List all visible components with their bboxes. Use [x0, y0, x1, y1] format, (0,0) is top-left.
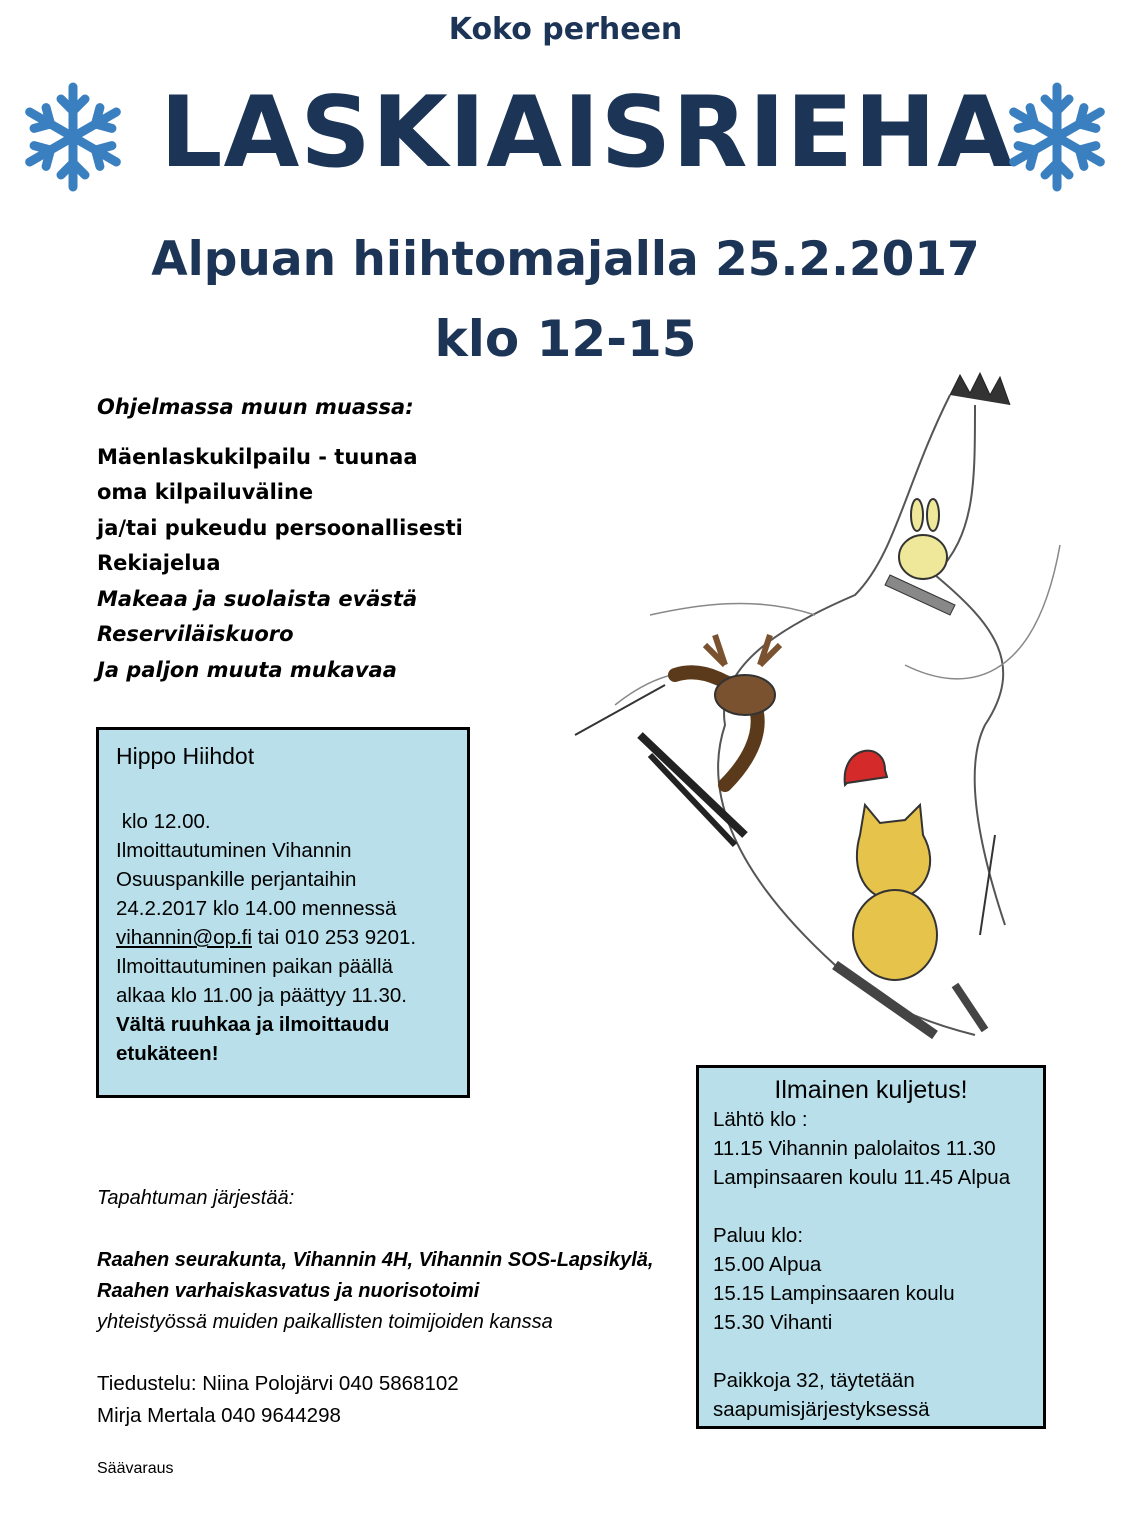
return-label: Paluu klo:: [713, 1224, 804, 1247]
cooperation-line: yhteistyössä muiden paikallisten toimijoiden kanssa: [97, 1311, 553, 1333]
hippo-skiing-info-box: [96, 727, 470, 1098]
hippo-bold-line: Vältä ruuhkaa ja ilmoittaudu: [116, 1013, 390, 1036]
program-heading: Ohjelmassa muun muassa:: [97, 395, 414, 419]
return-item: 15.00 Alpua: [713, 1253, 822, 1276]
hippo-line: alkaa klo 11.00 ja päättyy 11.30.: [116, 984, 407, 1007]
seats-line: Paikkoja 32, täytetään: [713, 1369, 915, 1392]
event-location-date: Alpuan hiihtomajalla 25.2.2017: [151, 232, 980, 287]
program-list: [97, 390, 463, 688]
event-title: LASKIAISRIEHA: [160, 76, 1014, 190]
return-item: 15.30 Vihanti: [713, 1311, 833, 1334]
program-item: Mäenlaskukilpailu - tuunaa: [97, 444, 418, 469]
program-item: ja/tai pukeudu persoonallisesti: [97, 515, 463, 540]
hippo-line: Ilmoittautuminen paikan päällä: [116, 955, 393, 978]
departure-item: Lampinsaaren koulu 11.45 Alpua: [713, 1166, 1011, 1189]
snowflake-icon-left: [18, 82, 128, 192]
contact-line: Mirja Mertala 040 9644298: [97, 1404, 341, 1427]
contact-line: Tiedustelu: Niina Polojärvi 040 5868102: [97, 1372, 459, 1395]
hippo-email-link[interactable]: vihannin@op.fi: [116, 926, 252, 949]
hippo-contact-line: [116, 923, 450, 952]
snowflake-icon-right: [1002, 82, 1112, 192]
hippo-time: klo 12.00.: [116, 810, 211, 833]
hippo-line: Osuuspankille perjantaihin: [116, 868, 357, 891]
organizer-line: Raahen seurakunta, Vihannin 4H, Vihannin SOS-Lapsikylä,: [97, 1249, 654, 1271]
transport-title: Ilmainen kuljetus!: [774, 1076, 968, 1104]
hippo-line: Ilmoittautuminen Vihannin: [116, 839, 352, 862]
event-time: klo 12-15: [434, 310, 697, 368]
program-item: Ja paljon muuta mukavaa: [97, 657, 397, 682]
organizers-label: Tapahtuman järjestää:: [97, 1187, 295, 1209]
seats-line: saapumisjärjestyksessä: [713, 1398, 930, 1421]
departure-label: Lähtö klo :: [713, 1108, 808, 1131]
program-item: Makeaa ja suolaista evästä: [97, 586, 418, 611]
hippo-phone: tai 010 253 9201.: [251, 926, 417, 949]
organizers-section: [97, 1183, 653, 1338]
event-subtitle: Koko perheen: [448, 12, 683, 47]
return-item: 15.15 Lampinsaaren koulu: [713, 1282, 955, 1305]
program-item: Reserviläiskuoro: [97, 622, 294, 646]
free-transport-info-box: [696, 1065, 1046, 1429]
program-item: Rekiajelua: [97, 551, 221, 575]
hippo-title: Hippo Hiihdot: [116, 743, 255, 769]
hippo-bold-line: etukäteen!: [116, 1042, 219, 1065]
departure-item: 11.15 Vihannin palolaitos 11.30: [713, 1137, 996, 1160]
contact-section: [97, 1368, 459, 1432]
weather-reservation-note: Säävaraus: [97, 1460, 174, 1477]
skiing-animals-illustration: [555, 365, 1075, 1045]
organizer-line: Raahen varhaiskasvatus ja nuorisotoimi: [97, 1280, 480, 1302]
hippo-line: 24.2.2017 klo 14.00 mennessä: [116, 897, 397, 920]
program-item: oma kilpailuväline: [97, 480, 314, 504]
